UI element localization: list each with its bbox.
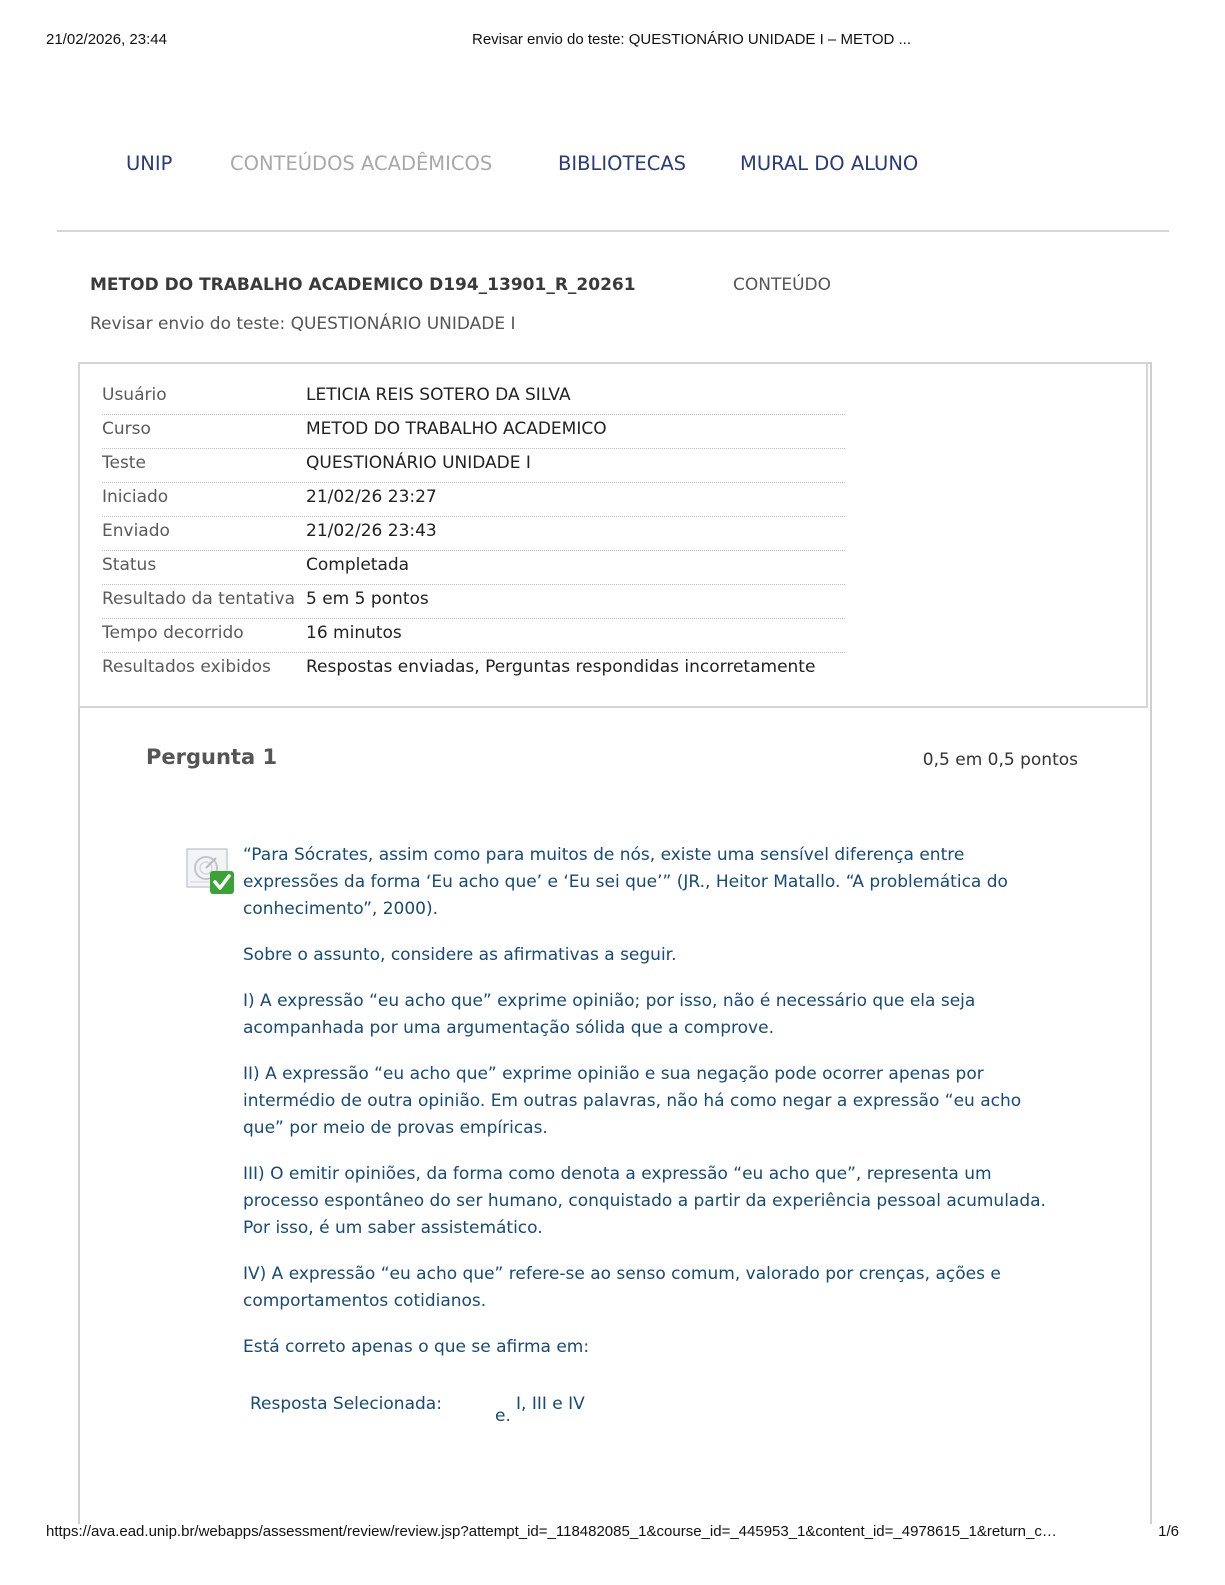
- info-row-tempo: [102, 619, 845, 653]
- question-paragraph: III) O emitir opiniões, da forma como denota a expressão “eu acho que”, representa um processo espontâneo do ser humano, conquistado a partir da experiência pessoal acumulada. Por isso, é um saber assistemático.: [243, 1164, 1046, 1238]
- question-body: [243, 842, 1053, 1380]
- question-paragraph: II) A expressão “eu acho que” exprime opinião e sua negação pode ocorrer apenas por intermédio de outra opinião. Em outras palavras, não há como negar a expressão “eu acho que” por meio de provas empíricas.: [243, 1064, 1022, 1138]
- info-label: Iniciado: [102, 487, 169, 507]
- nav-conteudos-academicos[interactable]: CONTEÚDOS ACADÊMICOS: [230, 152, 493, 175]
- info-value: 16 minutos: [306, 623, 402, 643]
- info-value: Respostas enviadas, Perguntas respondidas incorretamente: [306, 657, 816, 677]
- info-label: Usuário: [102, 385, 167, 405]
- info-value: 5 em 5 pontos: [306, 589, 429, 609]
- info-row-iniciado: [102, 483, 845, 517]
- info-row-enviado: [102, 517, 845, 551]
- nav-bibliotecas[interactable]: BIBLIOTECAS: [558, 152, 687, 175]
- info-label: Teste: [102, 453, 146, 473]
- nav-unip[interactable]: UNIP: [126, 152, 173, 175]
- breadcrumb: Revisar envio do teste: QUESTIONÁRIO UNIDADE I: [90, 314, 516, 334]
- selected-answer-letter: e.: [495, 1406, 511, 1426]
- conteudo-link[interactable]: CONTEÚDO: [733, 275, 832, 295]
- print-datetime: 21/02/2026, 23:44: [46, 31, 167, 48]
- info-label: Resultado da tentativa: [102, 589, 296, 609]
- nav-divider: [57, 230, 1169, 232]
- attempt-info-table: [102, 381, 845, 687]
- selected-answer-text: I, III e IV: [516, 1394, 585, 1414]
- question-paragraph: IV) A expressão “eu acho que” refere-se ao senso comum, valorado por crenças, ações e comportamentos cotidianos.: [243, 1264, 1001, 1311]
- info-row-usuario: [102, 381, 845, 415]
- info-label: Tempo decorrido: [102, 623, 244, 643]
- info-label: Resultados exibidos: [102, 657, 271, 677]
- print-header: [46, 31, 1179, 51]
- print-url: https://ava.ead.unip.br/webapps/assessment/review/review.jsp?attempt_id=_118482085_1&course_id=_445953_1&content_id=_4978615_1&return_c…: [46, 1523, 1057, 1540]
- correct-check-icon: [186, 848, 236, 898]
- question-paragraph: “Para Sócrates, assim como para muitos de nós, existe uma sensível diferença entre expressões da forma ‘Eu acho que’ e ‘Eu sei que’” (JR., Heitor Matallo. “A problemática do conhecimento”, 2000).: [243, 845, 1008, 919]
- question-points: 0,5 em 0,5 pontos: [922, 750, 1078, 770]
- print-page-title: Revisar envio do teste: QUESTIONÁRIO UNIDADE I – METOD ...: [472, 31, 912, 48]
- selected-answer-label: Resposta Selecionada:: [250, 1394, 442, 1414]
- info-value: LETICIA REIS SOTERO DA SILVA: [306, 385, 571, 405]
- info-value: 21/02/26 23:27: [306, 487, 437, 507]
- info-label: Curso: [102, 419, 151, 439]
- question-paragraph: I) A expressão “eu acho que” exprime opinião; por isso, não é necessário que ela seja acompanhada por uma argumentação sólida que a comprove.: [243, 991, 976, 1038]
- info-value: Completada: [306, 555, 410, 575]
- question-paragraph: Está correto apenas o que se afirma em:: [243, 1337, 590, 1357]
- question-paragraph: Sobre o assunto, considere as afirmativas a seguir.: [243, 945, 677, 965]
- info-value: 21/02/26 23:43: [306, 521, 437, 541]
- info-row-resultado: [102, 585, 845, 619]
- info-value: METOD DO TRABALHO ACADEMICO: [306, 419, 607, 439]
- info-label: Enviado: [102, 521, 170, 541]
- info-row-curso: [102, 415, 845, 449]
- print-footer: [46, 1523, 1179, 1543]
- info-row-teste: [102, 449, 845, 483]
- info-row-resultados-exibidos: [102, 653, 845, 687]
- info-row-status: [102, 551, 845, 585]
- print-page-number: 1/6: [1158, 1523, 1179, 1540]
- info-value: QUESTIONÁRIO UNIDADE I: [306, 453, 531, 473]
- question-title: Pergunta 1: [146, 745, 278, 769]
- info-label: Status: [102, 555, 157, 575]
- course-title: METOD DO TRABALHO ACADEMICO D194_13901_R_20261: [90, 275, 636, 295]
- nav-mural-do-aluno[interactable]: MURAL DO ALUNO: [740, 152, 919, 175]
